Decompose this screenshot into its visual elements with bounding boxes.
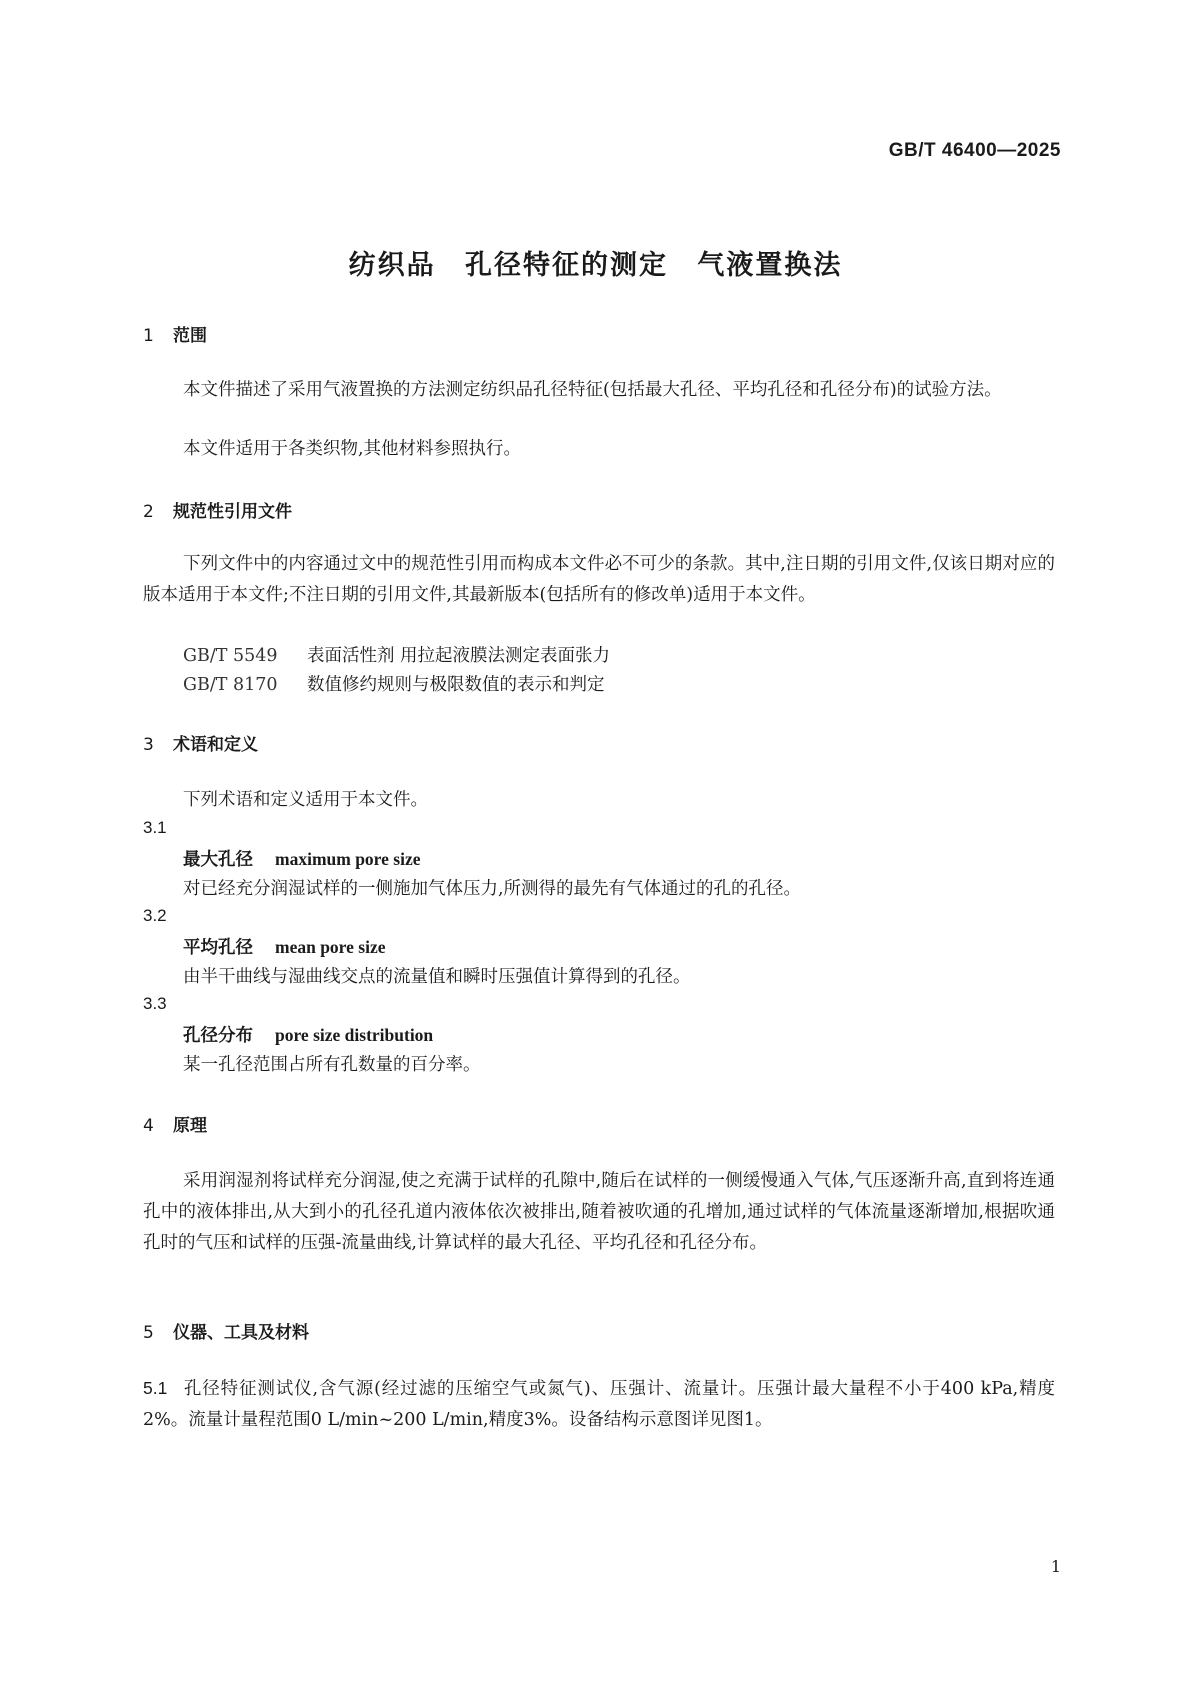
term-en: maximum pore size	[275, 849, 421, 869]
section-number: 5	[143, 1323, 154, 1343]
clause-number: 5.1	[143, 1378, 168, 1398]
principle-paragraph: 采用润湿剂将试样充分润湿,使之充满于试样的孔隙中,随后在试样的一侧缓慢通入气体,气压逐渐升高,直到将连通孔中的液体排出,从大到小的孔径孔道内液体依次被排出,随着被吹通的孔增加,通过试样的气体流量逐渐增加,根据吹通孔时的气压和试样的压强-流量曲线,计算试样的最大孔径、平均孔径和孔径分布。	[143, 1171, 1055, 1253]
section-title: 规范性引用文件	[173, 502, 292, 522]
section-heading-3	[143, 730, 258, 755]
reference-code: GB/T 5549	[183, 646, 278, 666]
page-number: 1	[1050, 1557, 1061, 1576]
section-number: 3	[143, 735, 154, 755]
term-definition: 对已经充分润湿试样的一侧施加气体压力,所测得的最先有气体通过的孔的孔径。	[183, 879, 802, 899]
reference-item	[183, 642, 610, 667]
reference-title: 数值修约规则与极限数值的表示和判定	[307, 675, 605, 695]
term-definition: 由半干曲线与湿曲线交点的流量值和瞬时压强值计算得到的孔径。	[183, 967, 691, 987]
term-en: pore size distribution	[275, 1025, 434, 1045]
term-zh: 孔径分布	[183, 1026, 253, 1046]
section-heading-2	[143, 497, 292, 522]
normative-refs-paragraph: 下列文件中的内容通过文中的规范性引用而构成本文件必不可少的条款。其中,注日期的引用文件,仅该日期对应的版本适用于本文件;不注日期的引用文件,其最新版本(包括所有的修改单)适用于本文件。	[143, 554, 1055, 605]
section-title: 仪器、工具及材料	[173, 1323, 309, 1343]
clause-text: 孔径特征测试仪,含气源(经过滤的压缩空气或氮气)、压强计、流量计。压强计最大量程不小于400 kPa,精度2%。流量计量程范围0 L/min~200 L/min,精度3%。设备结构示意图详见图1。	[143, 1379, 1055, 1430]
section-heading-4	[143, 1111, 207, 1136]
term-name	[183, 934, 386, 959]
term-number: 3.2	[143, 906, 167, 925]
reference-item	[183, 671, 605, 696]
term-zh: 平均孔径	[183, 938, 253, 958]
term-en: mean pore size	[275, 937, 386, 957]
term-name	[183, 1022, 433, 1047]
section-number: 4	[143, 1116, 154, 1136]
section-title: 范围	[173, 326, 207, 346]
section-number: 1	[143, 326, 154, 346]
scope-paragraph-1: 本文件描述了采用气液置换的方法测定纺织品孔径特征(包括最大孔径、平均孔径和孔径分布)的试验方法。	[183, 380, 1002, 400]
section-number: 2	[143, 502, 154, 522]
standard-number: GB/T 46400—2025	[888, 140, 1061, 161]
term-definition: 某一孔径范围占所有孔数量的百分率。	[183, 1055, 481, 1075]
term-zh: 最大孔径	[183, 850, 253, 870]
term-name	[183, 846, 421, 871]
section-heading-1	[143, 321, 207, 346]
term-number: 3.3	[143, 994, 167, 1013]
section-heading-5	[143, 1318, 309, 1343]
term-number: 3.1	[143, 818, 167, 837]
section-title: 原理	[173, 1116, 207, 1136]
section-title: 术语和定义	[173, 735, 258, 755]
clause-5-1	[143, 1373, 1055, 1436]
document-title: 纺织品 孔径特征的测定 气液置换法	[348, 250, 843, 281]
reference-title: 表面活性剂 用拉起液膜法测定表面张力	[307, 646, 611, 666]
scope-paragraph-2: 本文件适用于各类织物,其他材料参照执行。	[183, 439, 522, 459]
reference-code: GB/T 8170	[183, 675, 278, 695]
terms-intro: 下列术语和定义适用于本文件。	[183, 790, 428, 810]
